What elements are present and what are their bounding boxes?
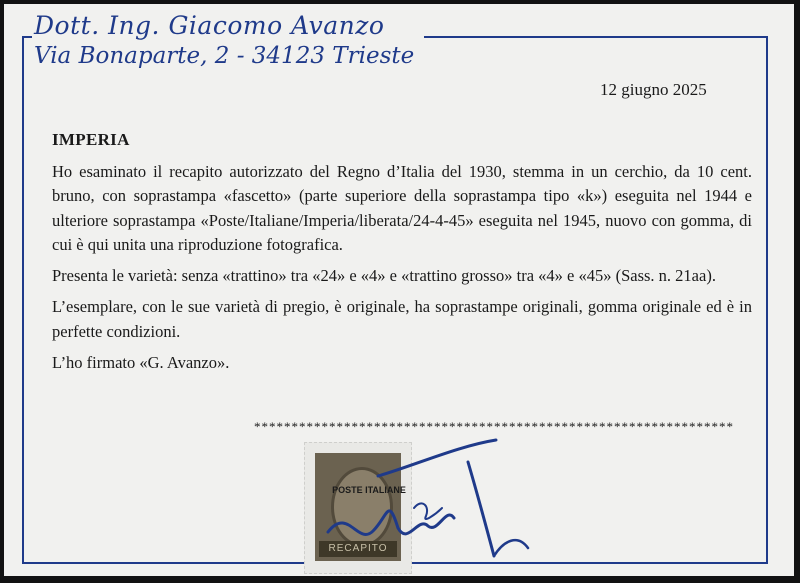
stamp-overprint: POSTE ITALIANE (332, 485, 406, 495)
certificate-title: IMPERIA (52, 130, 130, 149)
letterhead-address: Via Bonaparte, 2 - 34123 Trieste (34, 43, 415, 69)
paragraph-signed: L’ho firmato «G. Avanzo». (52, 353, 230, 373)
asterisk-filler: **************************************************************** (254, 419, 734, 434)
certificate-date: 12 giugno 2025 (600, 80, 707, 99)
paragraph-condition: L’esemplare, con le sue varietà di pregio, è originale, ha soprastampe originali, gomma originale ed è in perfette condizioni. (52, 297, 752, 341)
certificate-body (52, 160, 752, 382)
stamp-band-text: RECAPITO (319, 541, 397, 557)
letterhead-name: Dott. Ing. Giacomo Avanzo (34, 11, 385, 40)
letterhead (32, 10, 424, 76)
paragraph-varieties: Presenta le varietà: senza «trattino» tra «24» e «4» e «trattino grosso» tra «4» e «45» (Sass. n. 21aa). (52, 266, 716, 286)
signature-icon (318, 436, 538, 564)
paragraph-description: Ho esaminato il recapito autorizzato del Regno d’Italia del 1930, stemma in un cerchio, da 10 cent. bruno, con soprastampa «fascetto» (parte superiore della soprastampa tipo «k») eseguita nel 1944 e ulteriore soprastampa «Poste/Italiane/Imperia/liberata/24-4-45» eseguita nel 1945, nuovo con gomma, di cui è qui unita una riproduzione fotografica. (52, 162, 752, 254)
certificate-sheet (4, 4, 794, 576)
